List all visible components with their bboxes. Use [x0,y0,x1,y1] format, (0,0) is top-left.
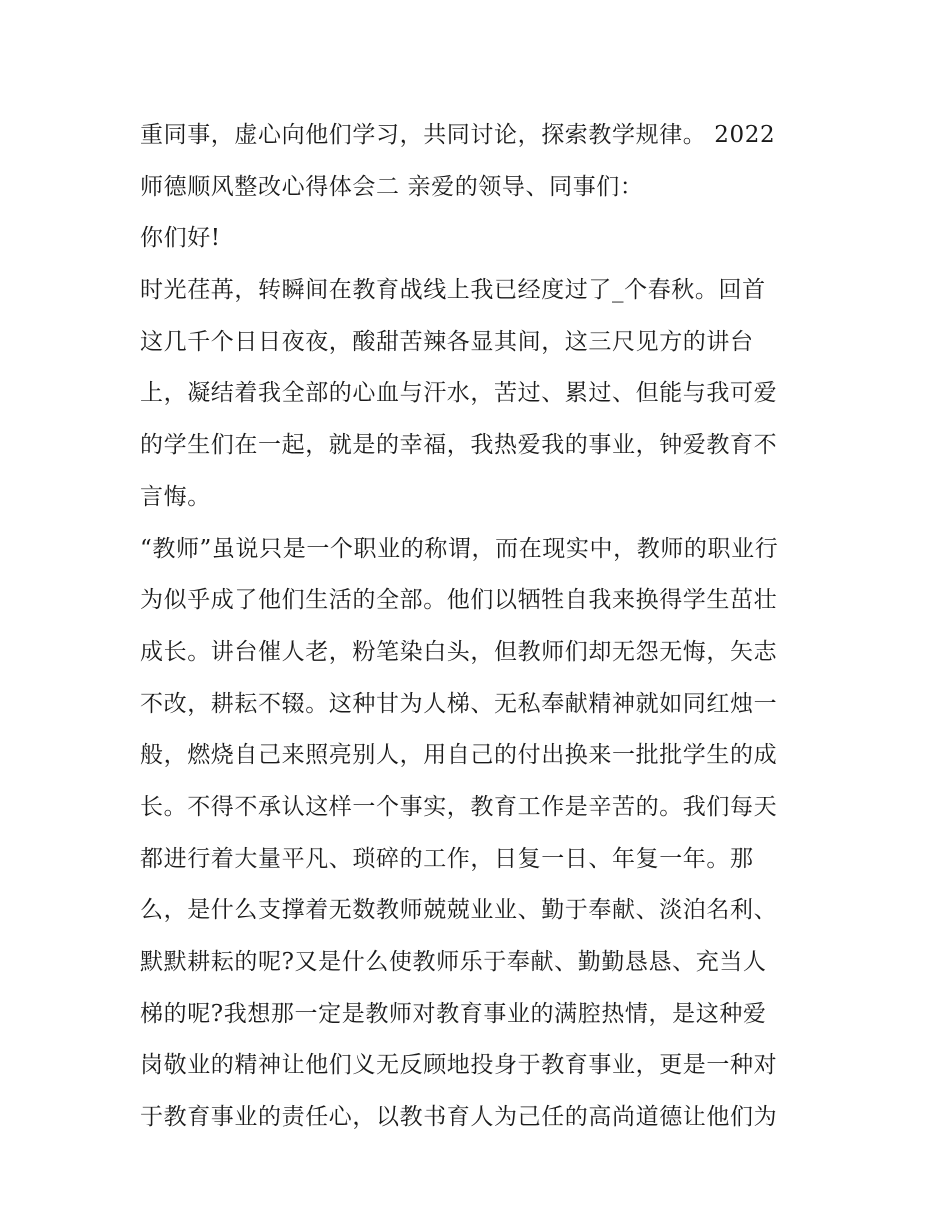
text-line: 时光荏苒，转瞬间在教育战线上我已经度过了_个春秋。回首 [140,277,766,304]
text-line: 这几千个日日夜夜，酸甜苦辣各显其间，这三尺见方的讲台 [140,328,754,355]
text-line: 重同事，虚心向他们学习，共同讨论，探索教学规律。 2022 [140,122,776,148]
text-line: 梯的呢?我想那一定是教师对教育事业的满腔热情，是这种爱 [140,1000,767,1027]
text-line: 默默耕耘的呢?又是什么使教师乐于奉献、勤勤恳恳、充当人 [140,949,767,975]
text-line: 上，凝结着我全部的心血与汗水，苦过、累过、但能与我可爱 [140,380,778,407]
text-line: 都进行着大量平凡、琐碎的工作，日复一日、年复一年。那 [140,845,754,872]
text-line: 么，是什么支撑着无数教师兢兢业业、勤于奉献、淡泊名利、 [140,897,778,924]
text-line: “教师”虽说只是一个职业的称谓，而在现实中，教师的职业行 [140,535,779,562]
text-line: 于教育事业的责任心，以教书育人为己任的高尚道德让他们为 [140,1104,778,1131]
text-line: 你们好! [140,225,221,252]
text-line: 不改，耕耘不辍。这种甘为人梯、无私奉献精神就如同红烛一 [140,690,778,717]
document-body [140,110,820,1144]
text-line: 岗敬业的精神让他们义无反顾地投身于教育事业，更是一种对 [140,1052,778,1079]
text-line: 的学生们在一起，就是的幸福，我热爱我的事业，钟爱教育不 [140,432,778,459]
text-line: 般，燃烧自己来照亮别人，用自己的付出换来一批批学生的成 [140,742,778,769]
text-line: 言悔。 [140,483,211,510]
text-line: 为似乎成了他们生活的全部。他们以牺牲自我来换得学生茁壮 [140,587,778,614]
text-line: 成长。讲台催人老，粉笔染白头，但教师们却无怨无悔，矢志 [140,638,778,665]
text-line: 师德顺风整改心得体会二 亲爱的领导、同事们： [140,173,644,200]
text-line: 长。不得不承认这样一个事实，教育工作是辛苦的。我们每天 [140,793,778,820]
